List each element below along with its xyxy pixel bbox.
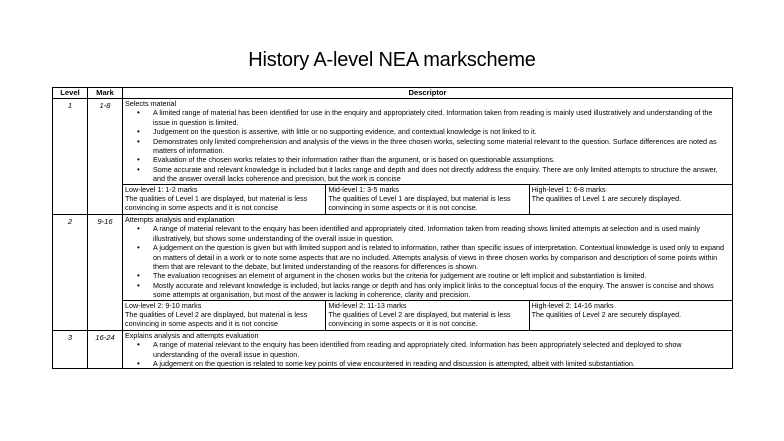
sublevel-text: The qualities of Level 1 are securely displayed. xyxy=(531,194,682,204)
bullet-item: • A range of material relevant to the enquiry has been identified and appropriately cited. Information taken from reading shows limited attempts at selection and is used mainly illustratively, but shows some understanding of the overall issue in question. xyxy=(153,224,726,243)
sublevel-text: The qualities of Level 1 are displayed, but material is less convincing in some aspects and it is not concise xyxy=(125,194,308,213)
markscheme-table xyxy=(52,87,733,369)
sublevel-row xyxy=(123,184,732,214)
sublevel-label: High-level 2: 14-16 marks xyxy=(531,300,614,310)
descriptor-cell xyxy=(123,99,733,215)
bullet-item: • A judgement on the question is given but with limited support and is related to information, rather than specific issues of interpretation. Contextual knowledge is used only to expand on matters of detail in a work or to note some aspects that are no included. Attempts analysis of views in three chosen works by comparison and description of some points within them that are relevant to the debate, but limited understanding of the reasons for differences is shown. xyxy=(153,243,726,271)
bullet-item: • Mostly accurate and relevant knowledge is included, but lacks range or depth and has only implicit links to the conceptual focus of the enquiry. The answer is concise and shows some attempts at organisation, but most of the answer is lacking in coherence, clarity and precision. xyxy=(153,281,726,300)
descriptor-cell xyxy=(123,214,733,330)
bullet-item: • Evaluation of the chosen works relates to their information rather than the argument, or is based on questionable assumptions. xyxy=(153,155,726,164)
level-cell: 2 xyxy=(53,214,88,330)
page-title: History A-level NEA markscheme xyxy=(248,49,536,71)
sublevel-low xyxy=(123,301,325,330)
sublevel-text: The qualities of Level 2 are displayed, but material is less convincing in some aspects and it is not concise xyxy=(125,309,308,329)
bullet-item: • A judgement on the question is related to some key points of view encountered in reading and discussion is attempted, albeit with limited substantiation. xyxy=(153,359,726,368)
table-row xyxy=(53,214,733,330)
bullet-item: • Demonstrates only limited comprehension and analysis of the views in the three chosen works, selecting some material relevant to the question. Surface differences are noted as matters of information. xyxy=(153,137,726,156)
level-cell: 3 xyxy=(53,330,88,369)
table-row xyxy=(53,330,733,369)
table-header-row xyxy=(53,88,733,99)
descriptor-bullets xyxy=(123,224,732,299)
mark-cell: 1-8 xyxy=(88,99,123,215)
bullet-item: • Some accurate and relevant knowledge is included but it lacks range and depth and does not directly address the enquiry. There are only limited attempts to structure the answer, and the answer overall lacks coherence and precision, but the work is concise xyxy=(153,165,726,184)
sublevel-mid xyxy=(325,185,528,214)
bullet-item: • A limited range of material has been identified for use in the enquiry and appropriately cited. Information taken from reading is mainly used illustratively and understanding of the issue in question is limited. xyxy=(153,108,726,127)
bullet-item: • A range of material relevant to the enquiry has been identified from reading and appropriately cited. Information has been appropriately selected and deployed to show understanding of the overall issue in question. xyxy=(153,340,726,359)
sublevel-high xyxy=(529,185,732,214)
sublevel-label: High-level 1: 6-8 marks xyxy=(531,184,606,194)
descriptor-bullets xyxy=(123,340,732,368)
descriptor-header: Descriptor xyxy=(123,88,733,99)
sublevel-label: Low-level 1: 1-2 marks xyxy=(125,184,198,194)
bullet-item: • Judgement on the question is assertive, with little or no supporting evidence, and contextual knowledge is not linked to it. xyxy=(153,127,726,136)
descriptor-heading: Attempts analysis and explanation xyxy=(125,214,235,224)
descriptor-cell xyxy=(123,330,733,369)
descriptor-bullets xyxy=(123,108,732,183)
mark-cell: 9-16 xyxy=(88,214,123,330)
sublevel-label: Mid-level 1: 3-5 marks xyxy=(328,184,400,194)
mark-cell: 16-24 xyxy=(88,330,123,369)
bullet-item: • The evaluation recognises an element of argument in the chosen works but the criteria for judgement are routine or left implicit and substantiation is limited. xyxy=(153,271,726,280)
sublevel-label: Mid-level 2: 11-13 marks xyxy=(328,300,407,310)
sublevel-text: The qualities of Level 2 are securely displayed. xyxy=(531,309,682,319)
descriptor-heading: Explains analysis and attempts evaluation xyxy=(125,330,259,340)
sublevel-text: The qualities of Level 1 are displayed, but material is less convincing in some aspects or it is not concise. xyxy=(328,194,511,213)
mark-header: Mark xyxy=(88,88,123,99)
descriptor-heading: Selects material xyxy=(125,99,177,108)
sublevel-row xyxy=(123,300,732,330)
level-header: Level xyxy=(53,88,88,99)
sublevel-mid xyxy=(325,301,528,330)
sublevel-text: The qualities of Level 2 are displayed, but material is less convincing in some aspects or it is not concise. xyxy=(328,309,511,329)
sublevel-label: Low-level 2: 9-10 marks xyxy=(125,300,202,310)
level-cell: 1 xyxy=(53,99,88,215)
sublevel-high xyxy=(529,301,732,330)
sublevel-low xyxy=(123,185,325,214)
table-row xyxy=(53,99,733,215)
